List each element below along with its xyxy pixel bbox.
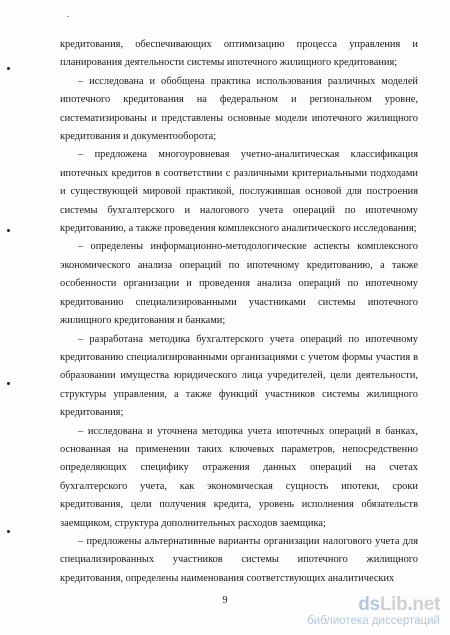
- paragraph-6: – исследована и уточнена методика учета ипотечных операций в банках, основанная на применении таких ключевых параметров, непосредственно определяющих специфику отражения данных операций на счетах бухгалтерского учета, как экономическая сущность ипотеки, сроки кредитования, цели получения кредита, уровень исполнения обязательств заемщиком, структура дополнительных расходов заемщика;: [60, 425, 418, 529]
- paragraph-1: кредитования, обеспечивающих оптимизацию процесса управления и планирования деятельности системы ипотечного жилищного кредитования;: [60, 39, 418, 69]
- binding-hole-mark: [7, 530, 10, 533]
- body-text: [60, 36, 418, 588]
- binding-hole-mark: [7, 382, 10, 385]
- dslib-watermark: [307, 595, 440, 628]
- logo-part-dot: .: [407, 594, 413, 615]
- page-number: 9: [222, 595, 228, 606]
- paragraph-7: – предложены альтернативные варианты организации налогового учета для специализированных участников системы ипотечного жилищного кредитования, определены наименования соответствующих аналитических: [60, 535, 418, 584]
- paragraph-2: – исследована и обобщена практика использования различных моделей ипотечного кредитования на федеральном и региональном уровне, систематизированы и представлены основные модели ипотечного жилищного кредитования и документооборота;: [60, 75, 418, 143]
- dslib-logo: [358, 595, 440, 615]
- paragraph-5: – разработана методика бухгалтерского учета операций по ипотечному кредитованию специализированными организациями с учетом формы участия в образовании имущества юридического лица учредителей, цели деятельности, структуры управления, а также функций участников системы жилищного кредитования;: [60, 333, 418, 419]
- watermark-subtitle: библиотека диссертаций: [307, 615, 440, 627]
- binding-hole-mark: [7, 229, 10, 232]
- logo-part-net: net: [412, 594, 440, 615]
- logo-part-lib: Lib: [379, 594, 408, 615]
- paragraph-4: – определены информационно-методологические аспекты комплексного экономического анализа операций по ипотечному кредитованию, а также особенности организации и проведения анализа операций по ипотечному кредитованию специализированными участниками системы ипотечного жилищного кредитования и банками;: [60, 241, 418, 327]
- scan-mark: [67, 16, 69, 17]
- binding-hole-mark: [7, 67, 10, 70]
- paragraph-3: – предложена многоуровневая учетно-аналитическая классификация ипотечных кредитов в соответствии с различными критериальными подходами и существующей мировой практикой, послужившая основой для построения системы бухгалтерского и налогового учета операций по ипотечному кредитованию, а также проведения комплексного аналитического исследования;: [60, 149, 418, 235]
- logo-part-ds: ds: [358, 594, 380, 615]
